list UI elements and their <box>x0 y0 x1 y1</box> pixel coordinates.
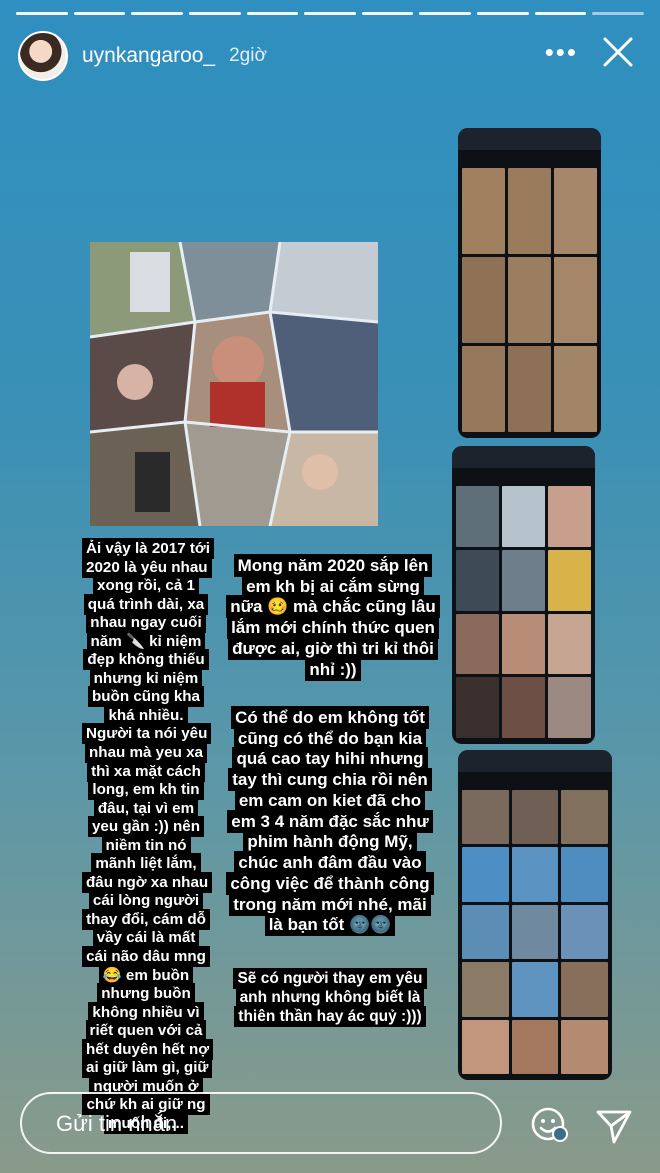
progress-segment <box>535 12 587 15</box>
photo-collage <box>90 242 378 526</box>
username[interactable]: uynkangaroo_ <box>82 44 216 67</box>
paper-plane-icon[interactable] <box>594 1106 634 1146</box>
phone-status-bar <box>452 446 595 468</box>
reply-input[interactable] <box>54 1110 478 1138</box>
camera-roll-screenshot-2 <box>452 446 595 744</box>
progress-segment <box>247 12 299 15</box>
post-time: 2giờ <box>229 45 267 66</box>
progress-segment <box>362 12 414 15</box>
collage-photos <box>90 242 378 526</box>
phone-status-bar <box>458 128 601 150</box>
photo-grid <box>456 486 591 738</box>
photo-grid <box>462 168 597 432</box>
story-progress-bar <box>16 12 644 16</box>
caption-left <box>82 540 210 1134</box>
progress-segment <box>304 12 356 15</box>
caption-left-text: Ải vậy là 2017 tới 2020 là yêu nhau xong rồi, cả 1 quá trình dài, xa nhau ngay cuối năm 🔪 kỉ niệm đẹp không thiếu nhưng kỉ niệm buồn cũng kha khá nhiều. Người ta nói yêu nhau mà yeu xa thì xa mặt cách long, em kh tin đâu, tại vì em yeu gần :)) nên niềm tin nó mãnh liệt lắm, đâu ngờ xa nhau cái lòng người thay đổi, cám dỗ vầy cái là mất cái não dâu mng 😂 em buồn nhưng buồn không nhiều vì riết quen với cả hết duyên hết nợ ai giữ làm gì, giữ người muốn ở chứ kh ai giữ ng muốn đi,... <box>82 538 214 1134</box>
reply-message-box[interactable] <box>20 1092 502 1154</box>
progress-segment <box>477 12 529 15</box>
caption-right-2-text: Có thể do em không tốt cũng có thể do bạn kia quá cao tay hihi nhưng tay thì cung chia rồi nên em cam on kiet đã cho em 3 4 năm đặc sắc như phim hành động Mỹ, chúc anh đâm đầu vào công việc để thành công trong năm mới nhé, mãi là bạn tốt 🌚🌚 <box>226 706 433 936</box>
caption-right-1 <box>226 556 440 680</box>
progress-segment <box>419 12 471 15</box>
progress-segment <box>74 12 126 15</box>
caption-right-1-text: Mong năm 2020 sắp lên em kh bị ai cắm sừng nữa 🥴 mà chắc cũng lâu lắm mới chính thức quen được ai, giờ thì tri kỉ thôi nhỉ :)) <box>226 554 439 681</box>
more-horizontal-icon[interactable]: ••• <box>544 37 578 67</box>
camera-roll-screenshot-3 <box>458 750 612 1080</box>
caption-right-3-text: Sẽ có người thay em yêu anh nhưng không biết là thiên thần hay ác quỷ :))) <box>233 968 426 1027</box>
story-header <box>18 28 646 84</box>
close-icon[interactable] <box>600 34 636 70</box>
progress-segment <box>16 12 68 15</box>
progress-segment <box>189 12 241 15</box>
caption-right-3 <box>230 970 430 1027</box>
photo-grid <box>462 790 608 1074</box>
sticker-smile-icon[interactable] <box>528 1104 568 1144</box>
phone-status-bar <box>458 750 612 772</box>
camera-roll-screenshot-1 <box>458 128 601 438</box>
avatar[interactable] <box>18 31 68 81</box>
caption-right-2 <box>226 708 434 936</box>
progress-segment <box>131 12 183 15</box>
progress-segment-current <box>592 12 644 15</box>
